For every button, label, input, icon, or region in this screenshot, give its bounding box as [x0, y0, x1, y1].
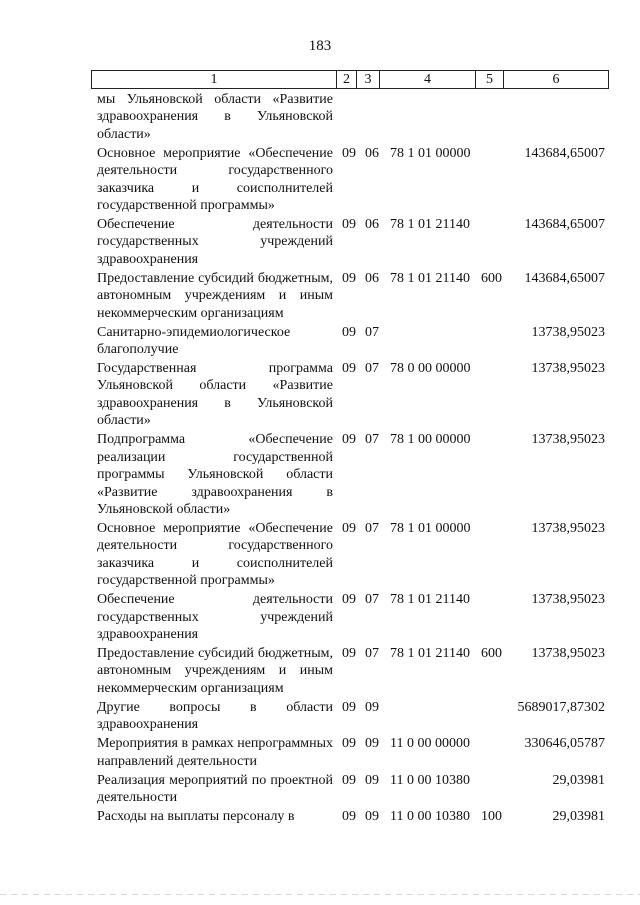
row-name: Государственная программа Ульяновской области «Развитие здравоохранения в Ульяновской области»: [97, 361, 333, 429]
column-header-vr: 5: [476, 71, 504, 89]
row-subsection: 07: [365, 520, 379, 536]
row-name: Обеспечение деятельности государственных учреждений здравоохранения: [97, 217, 333, 267]
row-name: Санитарно-эпидемиологическое благополучие: [97, 324, 291, 358]
row-name: Обеспечение деятельности государственных учреждений здравоохранения: [97, 592, 333, 642]
row-amount: 13738,95023: [531, 324, 605, 340]
row-subsection: 09: [365, 808, 379, 824]
row-subsection: 09: [365, 699, 379, 715]
row-amount: 143684,65007: [524, 145, 605, 161]
row-subsection: 06: [365, 145, 379, 161]
row-section: 09: [342, 270, 356, 286]
row-amount: 13738,95023: [531, 592, 605, 608]
row-subsection: 07: [365, 592, 379, 608]
table-row: [0, 145, 640, 215]
row-section: 09: [342, 808, 356, 824]
row-subsection: 07: [365, 324, 379, 340]
row-name: Другие вопросы в области здравоохранения: [97, 699, 333, 733]
row-name: мы Ульяновской области «Развитие здравоохранения в Ульяновской области»: [97, 92, 333, 142]
row-subsection: 06: [365, 270, 379, 286]
row-target-article: 78 1 01 21140: [390, 592, 470, 608]
row-name: Основное мероприятие «Обеспечение деятельности государственного заказчика и соисполнителей государственной программы»: [97, 520, 333, 589]
row-amount: 29,03981: [552, 808, 605, 824]
row-section: 09: [342, 432, 356, 448]
table-row: [0, 360, 640, 430]
row-target-article: 78 1 01 21140: [390, 270, 470, 286]
row-subsection: 07: [365, 432, 379, 448]
row-section: 09: [342, 645, 356, 661]
row-target-article: 78 0 00 00000: [390, 361, 471, 377]
row-amount: 143684,65007: [524, 270, 605, 286]
table-row: [0, 216, 640, 268]
scan-edge-line: [0, 894, 640, 895]
row-name: Расходы на выплаты персоналу в: [97, 808, 295, 824]
row-amount: 143684,65007: [524, 217, 605, 233]
row-amount: 13738,95023: [531, 520, 605, 536]
row-expense-type: 600: [481, 270, 502, 286]
row-target-article: 11 0 00 00000: [390, 736, 470, 752]
table-row: [0, 699, 640, 734]
row-section: 09: [342, 217, 356, 233]
column-header-csr: 4: [380, 71, 476, 89]
row-target-article: 78 1 01 21140: [390, 217, 470, 233]
table-row: [0, 808, 640, 825]
table-row: [0, 270, 640, 322]
row-target-article: 78 1 01 21140: [390, 645, 470, 661]
row-amount: 29,03981: [552, 772, 605, 788]
table-row: [0, 772, 640, 807]
row-expense-type: 100: [481, 808, 502, 824]
table-row: [0, 735, 640, 770]
row-section: 09: [342, 361, 356, 377]
table-row: [0, 645, 640, 697]
row-target-article: 11 0 00 10380: [390, 808, 470, 824]
column-header-table: [91, 70, 609, 89]
row-target-article: 11 0 00 10380: [390, 772, 470, 788]
table-row: [0, 431, 640, 518]
row-amount: 330646,05787: [524, 736, 605, 752]
row-section: 09: [342, 699, 356, 715]
budget-rows: [0, 89, 640, 825]
column-header-rz: 2: [337, 71, 357, 89]
row-subsection: 07: [365, 361, 379, 377]
row-section: 09: [342, 592, 356, 608]
row-subsection: 09: [365, 772, 379, 788]
row-subsection: 06: [365, 217, 379, 233]
row-target-article: 78 1 01 00000: [390, 520, 471, 536]
row-name: Предоставление субсидий бюджетным, автономным учреждениям и иным некоммерческим организациям: [97, 645, 333, 696]
row-name: Реализация мероприятий по проектной деятельности: [97, 772, 333, 805]
row-section: 09: [342, 520, 356, 536]
row-section: 09: [342, 736, 356, 752]
column-header-name: 1: [92, 71, 337, 89]
row-amount: 13738,95023: [531, 645, 605, 661]
row-target-article: 78 1 01 00000: [390, 145, 471, 161]
row-target-article: 78 1 00 00000: [390, 432, 471, 448]
row-amount: 13738,95023: [531, 361, 605, 377]
row-section: 09: [342, 772, 356, 788]
row-name: Подпрограмма «Обеспечение реализации государственной программы Ульяновской области «Развитие здравоохранения в Ульяновской области»: [97, 432, 333, 517]
row-subsection: 07: [365, 645, 379, 661]
row-subsection: 09: [365, 736, 379, 752]
table-row: [0, 324, 640, 359]
row-name: Предоставление субсидий бюджетным, автономным учреждениям и иным некоммерческим организациям: [97, 270, 333, 321]
row-name: Мероприятия в рамках непрограммных направлений деятельности: [97, 736, 333, 769]
table-row: [0, 520, 640, 590]
row-section: 09: [342, 324, 356, 340]
row-section: 09: [342, 145, 356, 161]
table-row: [0, 91, 640, 143]
column-header-sum: 6: [504, 71, 609, 89]
row-amount: 5689017,87302: [517, 699, 605, 715]
row-name: Основное мероприятие «Обеспечение деятельности государственного заказчика и соисполнителей государственной программы»: [97, 145, 333, 214]
table-row: [0, 591, 640, 643]
page-number: 183: [308, 38, 332, 54]
row-amount: 13738,95023: [531, 432, 605, 448]
row-expense-type: 600: [481, 645, 502, 661]
column-header-pr: 3: [357, 71, 380, 89]
